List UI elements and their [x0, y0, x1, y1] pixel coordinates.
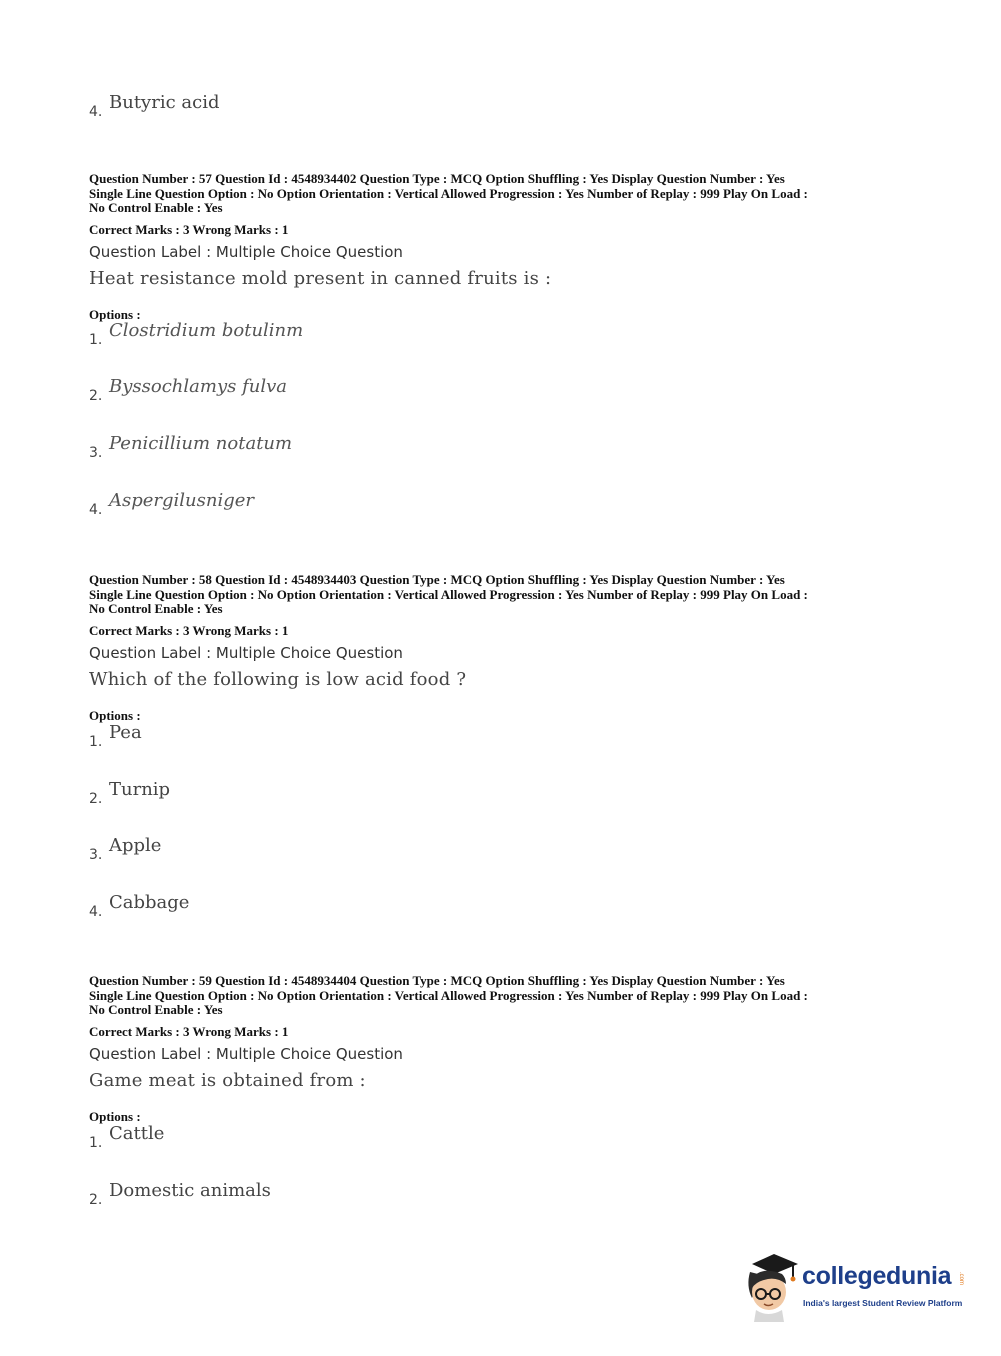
option-text: Aspergilusniger: [109, 490, 255, 511]
question-meta: [89, 172, 919, 216]
meta-line: No Control Enable : Yes: [89, 200, 223, 215]
option-number: 1.: [89, 1135, 103, 1151]
question-59: [89, 974, 919, 1125]
option-text: Penicillium notatum: [109, 433, 293, 454]
marks-line: Correct Marks : 3 Wrong Marks : 1: [89, 221, 289, 237]
meta-line: Question Number : 59 Question Id : 4548934404 Question Type : MCQ Option Shuffling : Yes Display Question Number : Yes: [89, 973, 785, 988]
meta-line: No Control Enable : Yes: [89, 1002, 223, 1017]
options-list: [89, 722, 919, 932]
question-meta: [89, 573, 919, 617]
option-text: Pea: [109, 722, 142, 743]
meta-line: No Control Enable : Yes: [89, 601, 223, 616]
question-meta: [89, 974, 919, 1018]
question-text: Which of the following is low acid food ?: [89, 668, 467, 690]
option-text: Turnip: [109, 779, 171, 800]
option-text: Domestic animals: [109, 1180, 271, 1201]
question-label: Question Label : Multiple Choice Question: [89, 1044, 403, 1063]
question-label: Question Label : Multiple Choice Question: [89, 242, 403, 261]
collegedunia-logo: [742, 1252, 972, 1322]
option-number: 4.: [89, 104, 103, 120]
question-57: [89, 172, 919, 323]
question-58: [89, 573, 919, 724]
options-list: [89, 1123, 919, 1213]
option-number: 2.: [89, 791, 103, 807]
option-text: Butyric acid: [109, 92, 220, 113]
options-title: Options :: [89, 306, 141, 322]
option-text: Cabbage: [109, 892, 190, 913]
question-label: Question Label : Multiple Choice Question: [89, 643, 403, 662]
option-number: 2.: [89, 388, 103, 404]
option-text: Cattle: [109, 1123, 165, 1144]
meta-line: Single Line Question Option : No Option Orientation : Vertical Allowed Progression : Yes Number of Replay : 999 Play On Load :: [89, 987, 808, 1003]
option-number: 2.: [89, 1192, 103, 1208]
previous-option: [89, 92, 919, 124]
meta-line: Single Line Question Option : No Option Orientation : Vertical Allowed Progression : Yes Number of Replay : 999 Play On Load :: [89, 586, 808, 602]
option-text: Byssochlamys fulva: [109, 376, 287, 397]
options-title: Options :: [89, 1108, 141, 1124]
option-text: Apple: [109, 835, 162, 856]
option-number: 1.: [89, 332, 103, 348]
mascot-icon: [742, 1252, 802, 1322]
question-text: Heat resistance mold present in canned fruits is :: [89, 267, 552, 289]
marks-line: Correct Marks : 3 Wrong Marks : 1: [89, 622, 289, 638]
option-number: 1.: [89, 734, 103, 750]
meta-line: Single Line Question Option : No Option Orientation : Vertical Allowed Progression : Yes Number of Replay : 999 Play On Load :: [89, 185, 808, 201]
meta-line: Question Number : 58 Question Id : 4548934403 Question Type : MCQ Option Shuffling : Yes Display Question Number : Yes: [89, 572, 785, 587]
option-number: 3.: [89, 847, 103, 863]
option-number: 3.: [89, 445, 103, 461]
option-text: Clostridium botulinm: [109, 320, 304, 341]
option-number: 4.: [89, 502, 103, 518]
logo-tagline: India's largest Student Review Platform: [803, 1298, 963, 1308]
meta-line: Question Number : 57 Question Id : 4548934402 Question Type : MCQ Option Shuffling : Yes Display Question Number : Yes: [89, 171, 785, 186]
options-title: Options :: [89, 707, 141, 723]
logo-suffix: .com: [958, 1272, 964, 1286]
marks-line: Correct Marks : 3 Wrong Marks : 1: [89, 1023, 289, 1039]
question-text: Game meat is obtained from :: [89, 1069, 366, 1091]
logo-wordmark: collegedunia: [802, 1262, 952, 1290]
options-list: [89, 320, 919, 530]
option-number: 4.: [89, 904, 103, 920]
